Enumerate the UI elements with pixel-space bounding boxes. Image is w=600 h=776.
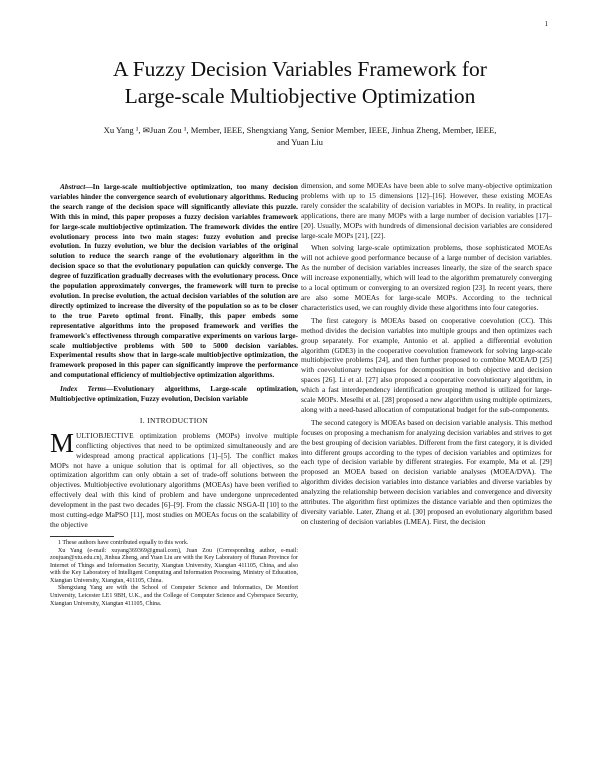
right-paragraph-2: When solving large-scale optimization problems, those sophisticated MOEAs will not achieve good performance because of a large number of decision variables. As the number of decision variables increases linearly, the size of the search space will increase exponentially, which will lead to the algorithm prematurely converging to a local optimum or converging to an oversized region [23]. In recent years, there are also some MOEAs for large-scale MOPs. According to the technical characteristics used, we can roughly divide these algorithms into four categories. [301, 243, 552, 312]
left-column [50, 182, 298, 608]
index-terms [50, 384, 298, 404]
right-paragraph-4: The second category is MOEAs based on decision variable analysis. This method focuses on proposing a mechanism for analyzing decision variables and strives to get the best grouping of decision variables. Different from the first category, it is divided into different groups according to the types of decision variables and optimizes for each type of decision variable by different strategies. For example, Ma et al. [29] proposed an MOEA based on decision variable analyses (MOEA/DVA). The algorithm divides decision variables into distance variables and diverse variables by analyzing the relationship between decision variables and convergence and diversity attributes. The algorithm first optimizes the distance variable and then optimizes the diversity variable. Later, Zhang et al. [30] proposed an evolutionary algorithm based on clustering of decision variables (LMEA). First, the decision [301, 417, 552, 526]
title-line-2: Large-scale Multiobjective Optimization [124, 84, 476, 108]
footnote-2: Xu Yang (e-mail: xuyang369369@gmail.com), Juan Zou (Corresponding author, e-mail: zoujuan@xtu.edu.cn), Jinhua Zheng, and Yuan Liu are with the Key Laboratory of Hunan Province for Internet of Things and Information Security, Xiangtan University, Xiangtan 411105, China, and also with the Key Laboratory of Intelligent Computing and Information Processing, Ministry of Education, Xiangtan University, Xiangtan, 411105, China. [50, 547, 298, 584]
footnote-rule [50, 536, 114, 537]
index-terms-text: —Evolutionary algorithms, Large-scale optimization, Multiobjective optimization, Fuzzy evolution, Decision variable [50, 384, 298, 404]
footnote-1: 1 These authors have contributed equally to this work. [58, 539, 189, 546]
author-list [60, 124, 540, 148]
index-terms-label: Index Terms [60, 384, 107, 394]
first-word: ULTIOBJECTIVE [76, 430, 134, 440]
footnote-3: Shengxiang Yang are with the School of Computer Science and Informatics, De Montfort University, Leicester LE1 9BH, U.K., and the College of Computer Science and Cyberspace Security, Xiangtan University, Xiangtan 411105, China. [50, 585, 298, 607]
right-paragraph-3: The first category is MOEAs based on cooperative coevolution (CC). This method divides the decision variables into multiple groups and then optimizes each group separately. For example, Antonio et al. applied a differential evolution algorithm (GDE3) in the cooperative coevolution framework for solving large-scale multiobjective problems [24], and then further proposed to combine MOEA/D [25] with coevolutionary techniques for decomposition in both objective and decision spaces [26]. Li et al. [27] also proposed a cooperative coevolutionary algorithm, in which a fast interdependency identification grouping method is utilized for large-scale MOPs. Meselhi et al. [28] proposed a new algorithm using multiple optimizers, along with a need-based allocation of computational budget for the sub-components. [301, 315, 552, 414]
abstract-label: Abstract [60, 182, 86, 191]
right-paragraph-1: dimension, and some MOEAs have been able to solve many-objective optimization problems with up to 15 dimensions [12]–[16]. However, these existing MOEAs rarely consider the scalability of decision variables in MOPs. In reality, in practical applications, there are many MOPs with a large number of decision variables [17]–[20]. Usually, MOPs with hundreds of dimensional decision variables are considered large-scale MOPs [21], [22]. [301, 181, 552, 240]
right-column [301, 181, 552, 527]
intro-text: optimization problems (MOPs) involve multiple conflicting objectives that need to be optimized simultaneously and are widespread among practical applications [1]–[5]. The conflict makes MOPs not have a unique solution that is optimal for all objectives, so the optimization algorithm can only obtain a set of trade-off solutions between the objectives. Multiobjective evolutionary algorithms (MOEAs) have been verified to effectively deal with this kind of problem and have undergone unprecedented development in the past two decades [6]–[9]. From the classic NSGA-II [10] to the most cutting-edge MaPSO [11], most studies on MOEAs focus on the scalability of the objective [50, 430, 298, 529]
title-line-1: A Fuzzy Decision Variables Framework for [113, 57, 487, 81]
abstract [50, 182, 298, 380]
page-number: 1 [544, 20, 548, 28]
footnotes [50, 540, 298, 608]
abstract-text: —In large-scale multiobjective optimization, too many decision variables hinder the convergence search of evolutionary algorithms. Reducing the search range of the decision space will significantly alleviate this puzzle. With this in mind, this paper proposes a fuzzy decision variables framework for large-scale multiobjective optimization. The framework divides the entire evolutionary process into two main stages: fuzzy evolution and precise evolution. In fuzzy evolution, we blur the decision variables of the original solution to reduce the search range of the evolutionary algorithm in the decision space so that the evolutionary population can quickly converge. The degree of fuzzification gradually decreases with the evolutionary process. Once the population approximately converges, the framework will turn to precise evolution. In precise evolution, the actual decision variables of the solution are directly optimized to increase the diversity of the population so as to be closer to the true Pareto optimal front. Finally, this paper embeds some representative algorithms into the proposed framework and verifies the framework's effectiveness through comparative experiments on various large-scale multiobjective problems with 500 to 5000 decision variables. Experimental results show that in large-scale multiobjective optimization, the framework proposed in this paper can significantly improve the performance and computational efficiency of multiobjective optimization algorithms. [50, 182, 298, 380]
introduction-paragraph [50, 427, 298, 530]
authors-line-2: and Yuan Liu [277, 137, 323, 147]
authors-line-1: Xu Yang ¹, ✉Juan Zou ¹, Member, IEEE, Shengxiang Yang, Senior Member, IEEE, Jinhua Zheng, Member, IEEE, [103, 125, 497, 135]
section-heading-introduction: I. INTRODUCTION [139, 415, 209, 425]
paper-title [40, 56, 560, 110]
drop-cap: M [50, 427, 75, 458]
